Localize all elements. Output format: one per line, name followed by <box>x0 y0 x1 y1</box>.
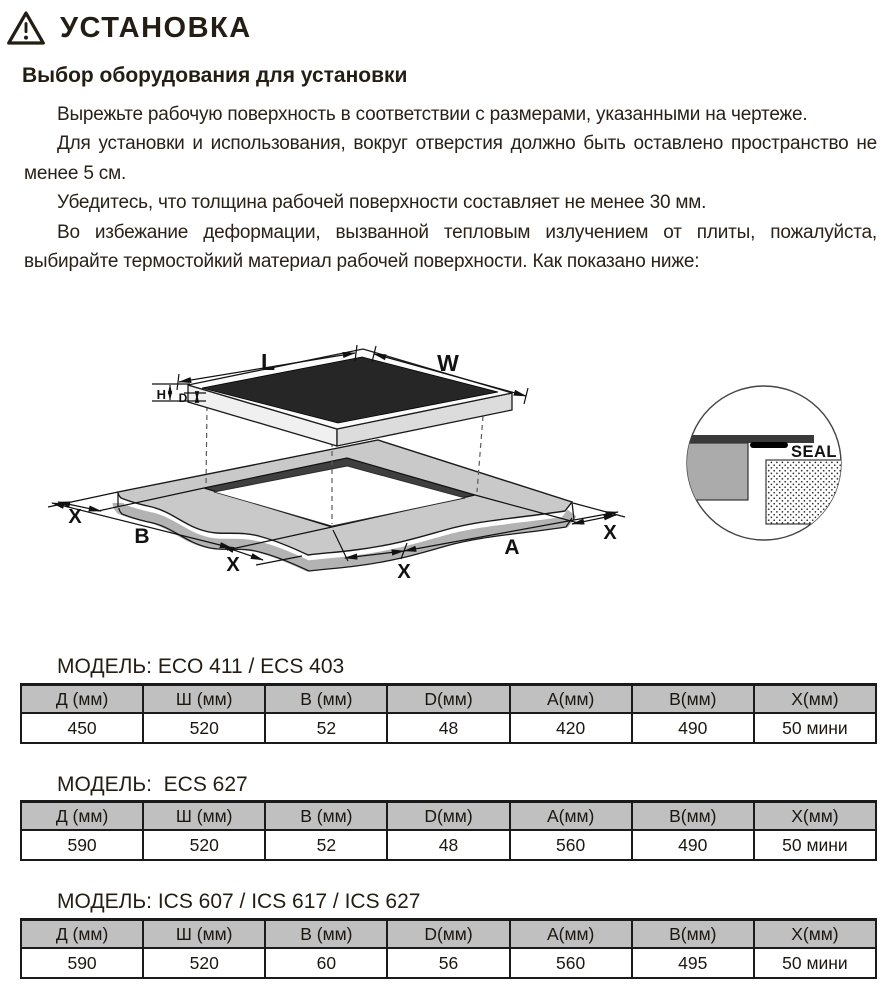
table-cell: 56 <box>387 948 509 978</box>
table-cell: 50 мини <box>754 830 876 860</box>
table-header-cell: А(мм) <box>510 802 632 831</box>
dim-label-X3: X <box>397 561 411 583</box>
table-header-cell: Ш (мм) <box>143 685 265 714</box>
table-header-cell: В(мм) <box>632 802 754 831</box>
dimension-table-3 <box>20 918 877 979</box>
dim-label-X4: X <box>603 522 617 544</box>
seal-gasket <box>750 442 788 448</box>
warning-triangle-icon <box>6 10 46 47</box>
table-header-cell: В (мм) <box>265 802 387 831</box>
table-header-cell: Д (мм) <box>21 920 143 949</box>
table-cell: 50 мини <box>754 713 876 743</box>
table-cell: 560 <box>510 830 632 860</box>
table-header-cell: Х(мм) <box>754 685 876 714</box>
table-cell: 48 <box>387 713 509 743</box>
table-header-cell: В (мм) <box>265 920 387 949</box>
dim-label-H: H <box>156 387 166 402</box>
table-header-cell: D(мм) <box>387 685 509 714</box>
table-row <box>21 948 876 978</box>
table-header-cell: D(мм) <box>387 802 509 831</box>
dimension-table-1 <box>20 683 877 744</box>
paragraph: Во избежание деформации, вызванной тепловым излучением от плиты, пожалуйста, выбирайте термостойкий материал рабочей поверхности. Как показано ниже: <box>24 221 877 273</box>
seal-detail <box>680 386 850 540</box>
table-cell: 520 <box>143 948 265 978</box>
cooktop-drawing <box>188 349 512 446</box>
table-cell: 590 <box>21 948 143 978</box>
table-cell: 50 мини <box>754 948 876 978</box>
table-header-cell: D(мм) <box>387 920 509 949</box>
table-header-cell: В(мм) <box>632 685 754 714</box>
table-cell: 520 <box>143 830 265 860</box>
dim-label-X2: X <box>226 554 240 576</box>
seal-hob-body-section <box>766 460 850 524</box>
table-cell: 450 <box>21 713 143 743</box>
table-cell: 490 <box>632 830 754 860</box>
table-cell: 560 <box>510 948 632 978</box>
installation-diagram <box>0 340 896 640</box>
table-cell: 490 <box>632 713 754 743</box>
table-header-cell: Х(мм) <box>754 920 876 949</box>
table-header-cell: Ш (мм) <box>143 920 265 949</box>
model-label-2: МОДЕЛЬ: ECS 627 <box>57 773 248 796</box>
table-row <box>21 713 876 743</box>
table-header-cell: Д (мм) <box>21 802 143 831</box>
table-header-cell: Ш (мм) <box>143 802 265 831</box>
seal-glass-section <box>680 435 814 443</box>
seal-label: SEAL <box>791 443 838 461</box>
table-cell: 520 <box>143 713 265 743</box>
table-header-cell: А(мм) <box>510 920 632 949</box>
model-label-3: МОДЕЛЬ: ICS 607 / ICS 617 / ICS 627 <box>57 890 421 913</box>
table-cell: 48 <box>387 830 509 860</box>
table-cell: 590 <box>21 830 143 860</box>
dim-label-W: W <box>437 350 459 376</box>
table-row <box>21 830 876 860</box>
table-header-cell: Х(мм) <box>754 802 876 831</box>
paragraph: Убедитесь, что толщина рабочей поверхности составляет не менее 30 мм. <box>57 192 707 214</box>
section-header <box>6 10 252 47</box>
dim-label-D: D <box>178 391 188 405</box>
dim-label-X1: X <box>68 506 82 528</box>
paragraph: Вырежьте рабочую поверхность в соответствии с размерами, указанными на чертеже. <box>57 104 808 125</box>
table-cell: 60 <box>265 948 387 978</box>
dimension-table-2 <box>20 800 877 861</box>
table-header-row <box>21 920 876 949</box>
dim-label-L: L <box>260 349 276 375</box>
seal-worktop-section <box>680 443 748 500</box>
section-subtitle: Выбор оборудования для установки <box>22 64 408 87</box>
intro-paragraphs <box>24 100 877 276</box>
table-header-cell: В (мм) <box>265 685 387 714</box>
table-header-row <box>21 802 876 831</box>
table-cell: 420 <box>510 713 632 743</box>
table-cell: 52 <box>265 713 387 743</box>
table-cell: 52 <box>265 830 387 860</box>
paragraph: Для установки и использования, вокруг отверстия должно быть оставлено пространство не менее 5 см. <box>24 133 877 184</box>
page-title: УСТАНОВКА <box>60 12 252 44</box>
table-cell: 495 <box>632 948 754 978</box>
table-header-cell: А(мм) <box>510 685 632 714</box>
table-header-row <box>21 685 876 714</box>
model-label-1: МОДЕЛЬ: ECO 411 / ECS 403 <box>57 655 345 678</box>
table-header-cell: Д (мм) <box>21 685 143 714</box>
dim-label-A: A <box>504 536 520 559</box>
dim-label-B: B <box>134 525 150 548</box>
table-header-cell: В(мм) <box>632 920 754 949</box>
